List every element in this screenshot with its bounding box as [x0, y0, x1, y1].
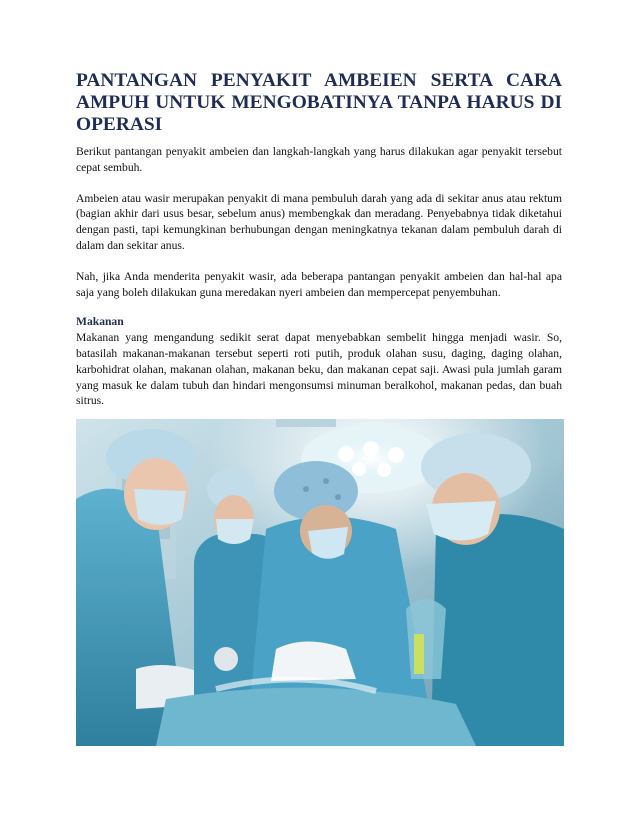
body-paragraph-1: Ambeien atau wasir merupakan penyakit di mana pembuluh darah yang ada di sekitar anus atau rektum (bagian akhir dari usus besar, sebelum anus) membengkak dan meradang. Penyebabnya tidak diketahui dengan pasti, tapi kemungkinan berhubungan dengan meningkatnya tekanan dalam pembuluh darah di dalam dan sekitar anus.	[76, 191, 562, 252]
section-heading-makanan: Makanan	[76, 315, 124, 329]
document-title: PANTANGAN PENYAKIT AMBEIEN SERTA CARA AMPUH UNTUK MENGOBATINYA TANPA HARUS DI OPERASI	[76, 70, 562, 135]
body-paragraph-2: Nah, jika Anda menderita penyakit wasir, ada beberapa pantangan penyakit ambeien dan hal-hal apa saja yang boleh dilakukan guna meredakan nyeri ambeien dan mempercepat penyembuhan.	[76, 269, 562, 299]
document-body	[76, 70, 562, 409]
intro-paragraph: Berikut pantangan penyakit ambeien dan langkah-langkah yang harus dilakukan agar penyakit tersebut cepat sembuh.	[76, 145, 562, 174]
section-body-makanan: Makanan yang mengandung sedikit serat dapat menyebabkan sembelit hingga menjadi wasir. So, batasilah makanan-makanan tersebut seperti roti putih, produk olahan susu, daging, daging olahan, karbohidrat olahan, makanan olahan, makanan beku, dan makanan cepat saji. Awasi pula jumlah garam yang masuk ke dalam tubuh dan hindari mengonsumsi minuman beralkohol, makanan pedas, dan buah sitrus.	[76, 331, 562, 408]
surgery-team-photo	[76, 419, 564, 746]
